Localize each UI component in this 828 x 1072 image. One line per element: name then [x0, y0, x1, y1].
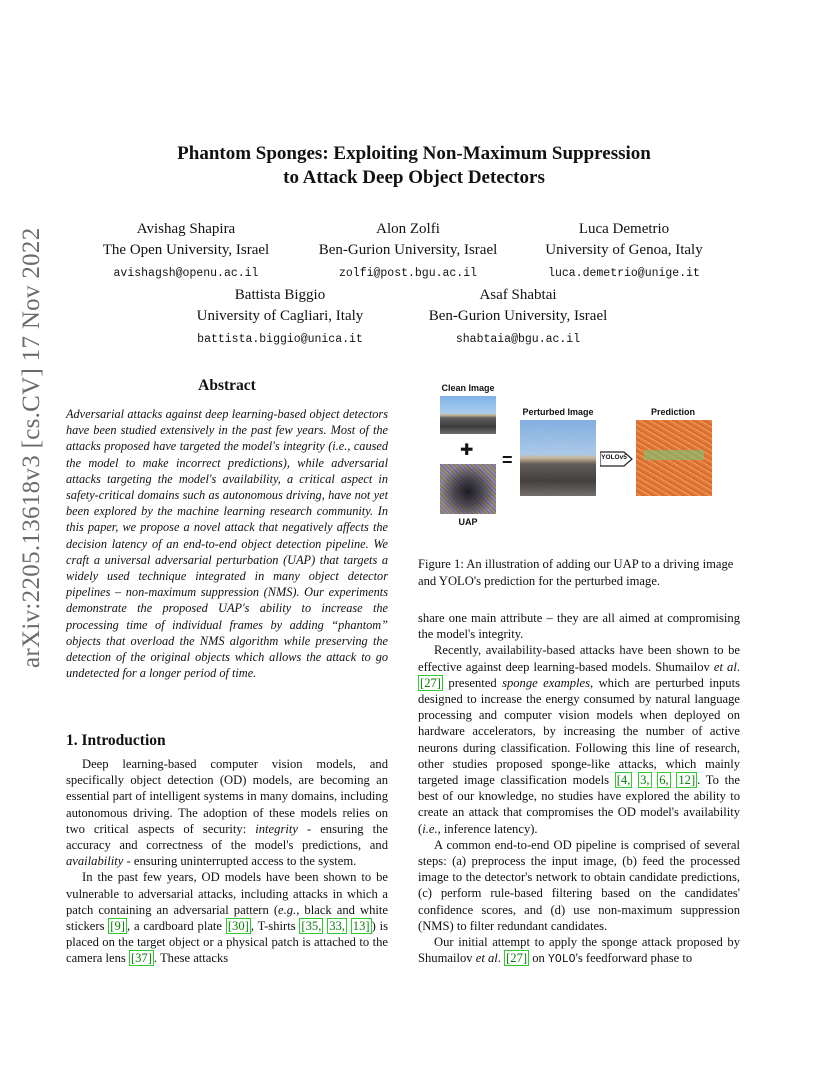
detected-objects-overlay: [644, 450, 704, 460]
paragraph: In the past few years, OD models have been shown to be vulnerable to adversarial attacks, including attacks in which a patch containing an adversarial pattern (e.g., black and white stickers [9] , a cardboard plate [30] , T-shirts [35, 33, 13] ) is placed on the target object or a physical patch is attached to the camera lens [37] . These attacks: [66, 870, 388, 966]
author-name: Alon Zolfi: [376, 221, 440, 237]
paper-title: [0, 142, 828, 190]
citation-link[interactable]: [27]: [506, 951, 528, 966]
author-affiliation: University of Cagliari, Italy: [196, 308, 364, 324]
paragraph: share one main attribute – they are all aimed at compromising the model's integrity.: [418, 611, 740, 642]
paragraph: Our initial attempt to apply the sponge attack proposed by Shumailov et al. [27] on YOLO's feedforward phase to: [418, 935, 740, 967]
citation-link[interactable]: [9]: [110, 919, 125, 934]
citation-link[interactable]: [35,: [301, 919, 322, 934]
plus-icon: ✚: [460, 442, 474, 459]
prediction-label: Prediction: [650, 407, 695, 417]
citation-link[interactable]: [27]: [420, 675, 441, 690]
perturbed-image-label: Perturbed Image: [522, 407, 594, 417]
author-name: Asaf Shabtai: [479, 287, 557, 303]
introduction-body: [66, 756, 388, 967]
citation-link[interactable]: [37]: [130, 951, 152, 966]
citation-link[interactable]: 6,: [659, 773, 669, 788]
yolov5-label: YOLOv5: [601, 454, 627, 461]
uap-label: UAP: [458, 517, 478, 527]
author-email[interactable]: luca.demetrio@unige.it: [548, 267, 700, 280]
prediction-image: [636, 420, 712, 496]
author-email[interactable]: avishagsh@openu.ac.il: [113, 267, 259, 280]
author-block: [388, 285, 648, 350]
paragraph: Recently, availability-based attacks have been shown to be effective against deep learning-based models. Shumailov et al. [27] presented sponge examples, which are perturbed inputs designed to increase the energy consumed by natural language processing and computer vision models when deployed on hardware accelerators, by increasing the number of active neurons during classification. Following this line of research, other studies proposed sponge-like attacks, which mainly targeted image classification models [4, 3, 6, 12] . To the best of our knowledge, no studies have explored the ability to create an attack that compromises the OD model's availability (i.e., inference latency).: [418, 643, 740, 836]
equals-sign: =: [502, 450, 513, 470]
abstract-text: Adversarial attacks against deep learning-based object detectors have been studied extensively in the past few years. Most of the attacks proposed have targeted the model's integrity (i.e., caused the model to make incorrect predictions), while adversarial attacks targeting the model's availability, a critical aspect in safety-critical domains such as autonomous driving, have not yet been explored by the machine learning research community. In this paper, we propose a novel attack that negatively affects the decision latency of an end-to-end object detection pipeline. We craft a universal adversarial perturbation (UAP) that targets a widely used technique integrated in many object detector pipelines – non-maximum suppression (NMS). Our experiments demonstrate the proposed UAP's ability to increase the processing time of individual frames by adding “phantom” objects that overload the NMS algorithm while preserving the detection of the original objects which allows the attack to go undetected for a longer period of time.: [66, 407, 388, 681]
citation-link[interactable]: 13]: [352, 919, 370, 934]
introduction-heading: 1. Introduction: [66, 732, 166, 749]
author-email[interactable]: zolfi@post.bgu.ac.il: [338, 267, 478, 280]
citation-link[interactable]: 33,: [329, 919, 345, 934]
uap-image: [440, 464, 496, 514]
author-affiliation: Ben-Gurion University, Israel: [428, 308, 608, 324]
yolov5-arrow: [600, 450, 630, 468]
paragraph: Deep learning-based computer vision models, and specifically object detection (OD) models, are becoming an essential part of intelligent systems in many domains, including autonomous driving. The adoption of these models relies on two critical aspects of security: integrity - ensuring the accuracy and correctness of the model's predictions, and availability - ensuring uninterrupted access to the system.: [66, 757, 388, 869]
author-name: Avishag Shapira: [136, 221, 236, 237]
author-name: Battista Biggio: [234, 287, 326, 303]
author-block: [494, 219, 754, 284]
arxiv-identifier: arXiv:2205.13618v3 [cs.CV] 17 Nov 2022: [18, 227, 45, 668]
citation-link[interactable]: [30]: [227, 919, 249, 934]
citation-link[interactable]: [4,: [616, 773, 631, 788]
clean-image: [440, 396, 496, 434]
figure-caption: Figure 1: An illustration of adding our UAP to a driving image and YOLO's prediction for the perturbed image.: [418, 557, 734, 588]
author-affiliation: Ben-Gurion University, Israel: [318, 242, 498, 258]
citation-link[interactable]: 12]: [678, 773, 696, 788]
title-line-2: to Attack Deep Object Detectors: [283, 167, 545, 188]
abstract-heading: Abstract: [198, 377, 256, 394]
perturbed-image: [520, 420, 596, 496]
author-name: Luca Demetrio: [578, 221, 670, 237]
right-column-body: [418, 610, 740, 968]
author-email[interactable]: shabtaia@bgu.ac.il: [455, 333, 581, 346]
clean-image-label: Clean Image: [441, 383, 495, 393]
paragraph: A common end-to-end OD pipeline is comprised of several steps: (a) preprocess the input image, (b) feed the processed image to the detector's network to obtain candidate predictions, (c) perform rule-based filtering based on the candidates' confidence scores, and (d) use non-maximum suppression (NMS) to filter redundant candidates.: [418, 837, 740, 933]
figure-1: [418, 380, 748, 530]
author-email[interactable]: battista.biggio@unica.it: [197, 333, 363, 346]
author-block: [150, 285, 410, 350]
author-block: [56, 219, 316, 284]
author-affiliation: University of Genoa, Italy: [545, 242, 703, 258]
citation-link[interactable]: 3,: [640, 773, 650, 788]
author-affiliation: The Open University, Israel: [102, 242, 270, 258]
title-line-1: Phantom Sponges: Exploiting Non-Maximum Suppression: [177, 143, 651, 164]
